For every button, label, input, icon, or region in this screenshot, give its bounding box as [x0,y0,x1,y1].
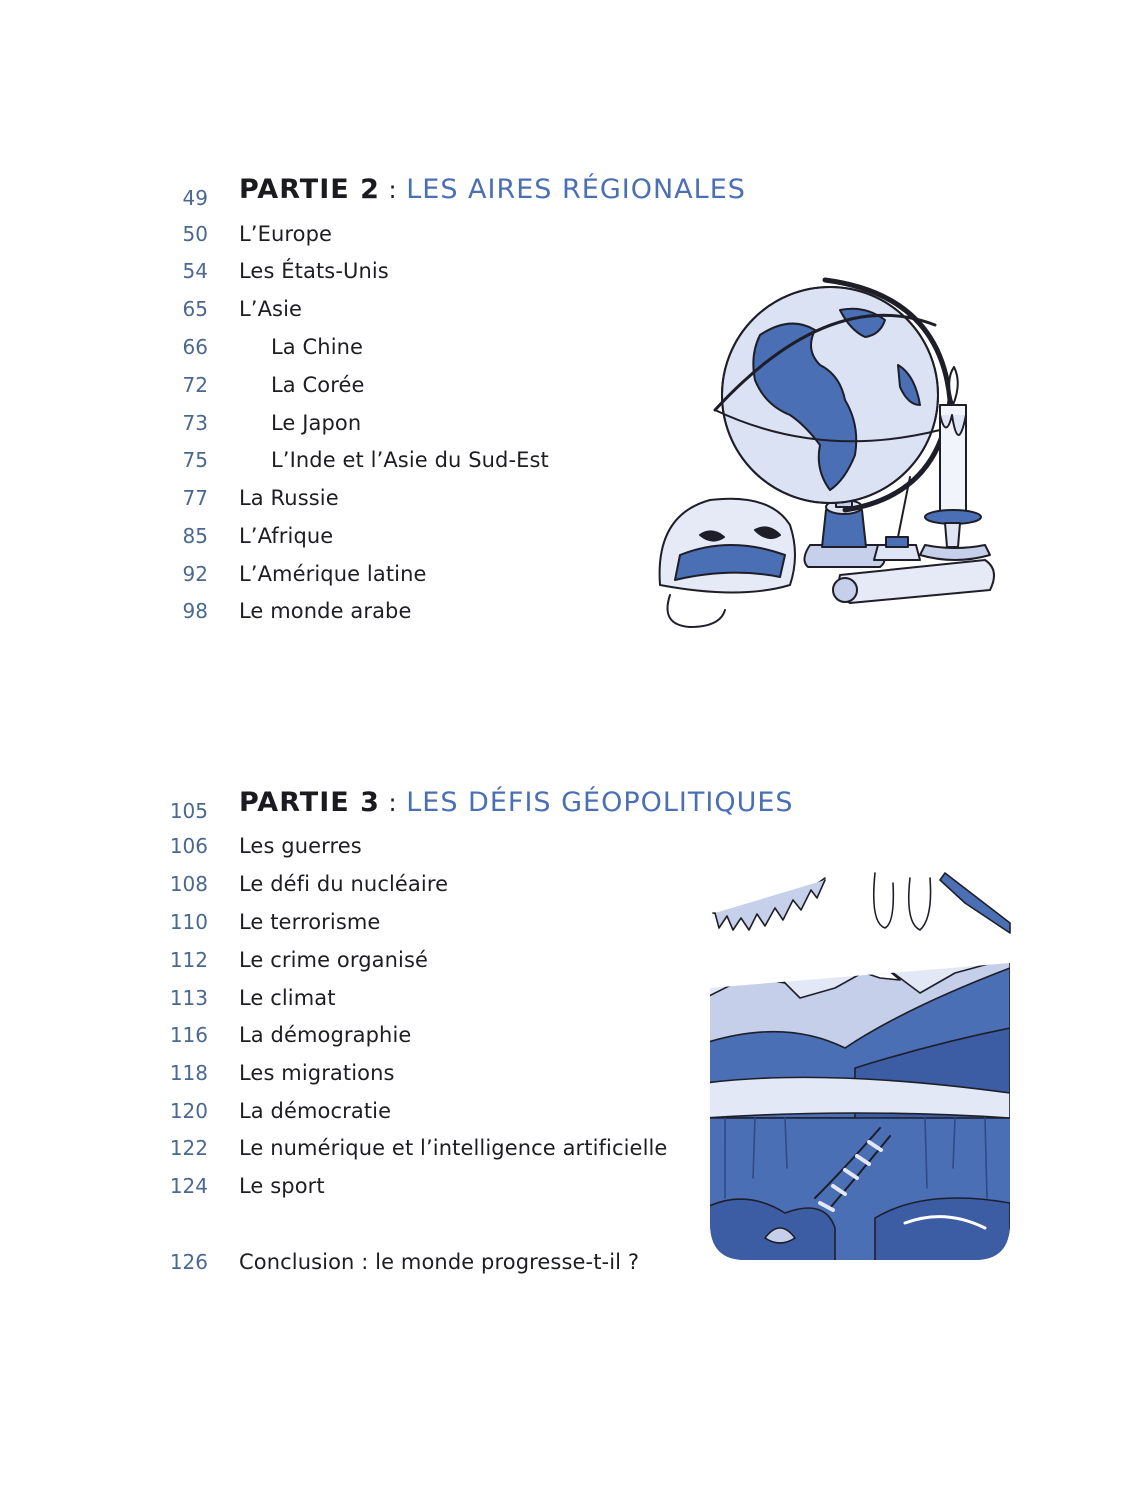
page-number: 116 [169,1023,208,1047]
page-number: 75 [182,448,208,472]
entry-label: La Corée [271,373,365,397]
entry-label: Le Japon [271,411,362,435]
part-keyword: PARTIE 3 [239,787,380,818]
page-number: 112 [169,948,208,972]
page-number: 106 [169,834,208,858]
mountain-landscape-illustration [705,868,1015,1266]
page-number: 54 [182,259,208,283]
entry-label: Le défi du nucléaire [239,872,449,896]
entry-label: Les États-Unis [239,259,389,283]
page-number: 122 [169,1136,208,1160]
page-number: 72 [182,373,208,397]
entry-label: La démographie [239,1023,412,1047]
entry-label: La Chine [271,335,364,359]
entry-label: Le climat [239,986,336,1010]
page-number: 65 [182,297,208,321]
page-number: 98 [182,599,208,623]
page-number: 110 [169,910,208,934]
page-number: 66 [182,335,208,359]
part-heading [239,172,746,208]
page-number: 126 [169,1250,208,1274]
entry-label: Conclusion : le monde progresse-t-il ? [239,1250,640,1274]
entry-label: L’Inde et l’Asie du Sud-Est [271,448,549,472]
entry-label: L’Asie [239,297,303,321]
page-number: 120 [169,1099,208,1123]
entry-label: La démocratie [239,1099,392,1123]
part-separator: : [379,789,407,817]
entry-label: Les migrations [239,1061,395,1085]
entry-label: L’Afrique [239,524,334,548]
page-number: 49 [182,186,208,210]
page-number: 77 [182,486,208,510]
page-number: 118 [169,1061,208,1085]
entry-label: Le crime organisé [239,948,429,972]
page-number: 105 [169,799,208,823]
page-number: 73 [182,411,208,435]
page-number: 85 [182,524,208,548]
page-number: 108 [169,872,208,896]
entry-label: Le terrorisme [239,910,381,934]
page-number: 92 [182,562,208,586]
part-heading [239,785,794,821]
part-keyword: PARTIE 2 [239,174,380,205]
globe-still-life-illustration [640,255,1020,640]
part-title: LES AIRES RÉGIONALES [406,174,746,205]
entry-label: Les guerres [239,834,362,858]
entry-label: L’Europe [239,222,333,246]
part-title: LES DÉFIS GÉOPOLITIQUES [406,787,794,818]
page-number: 113 [169,986,208,1010]
entry-label: La Russie [239,486,339,510]
entry-label: L’Amérique latine [239,562,427,586]
entry-label: Le numérique et l’intelligence artificielle [239,1136,668,1160]
entry-label: Le sport [239,1174,325,1198]
part-separator: : [379,176,407,204]
page-number: 50 [182,222,208,246]
entry-label: Le monde arabe [239,599,412,623]
page-number: 124 [169,1174,208,1198]
